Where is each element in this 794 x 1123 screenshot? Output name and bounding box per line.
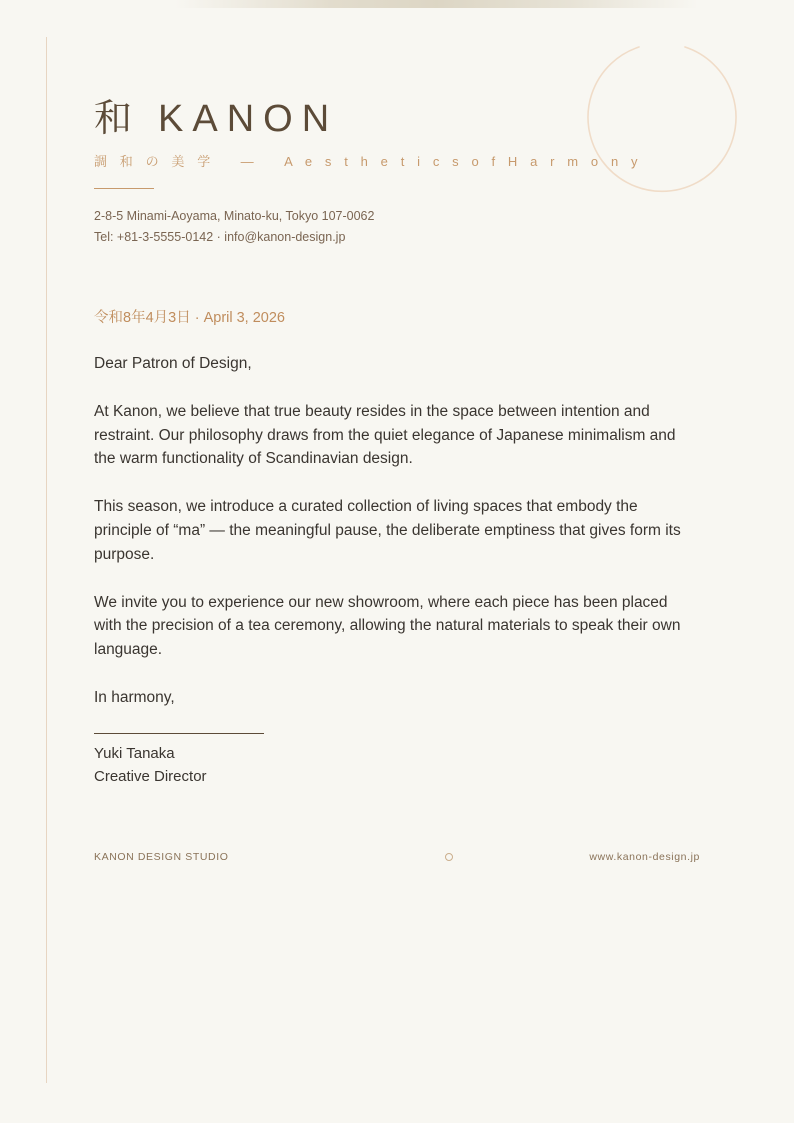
letter-paragraph-2: This season, we introduce a curated collection of living spaces that embody the principle of “ma” — the meaningful pause, the deliberate emptiness that gives form its purpose. [94, 498, 681, 563]
brand-wordmark [94, 96, 338, 142]
contact-block [94, 206, 374, 248]
letter-date: 令和8年4月3日 · April 3, 2026 [94, 310, 285, 326]
top-gradient-band [0, 0, 794, 8]
address-line: 2-8-5 Minami-Aoyama, Minato-ku, Tokyo 107-0062 [94, 209, 375, 223]
footer-website: www.kanon-design.jp [589, 851, 700, 863]
letter-paragraph-3: We invite you to experience our new showroom, where each piece has been placed with the precision of a tea ceremony, allowing the natural materials to speak their own language. [94, 593, 681, 658]
tagline-divider-rule [94, 188, 154, 189]
signature-name: Yuki Tanaka [94, 745, 175, 762]
signature-title: Creative Director [94, 768, 207, 785]
contact-line: Tel: +81-3-5555-0142 · info@kanon-design.jp [94, 230, 346, 244]
circle-ornament-icon [445, 853, 453, 861]
page-footer [94, 851, 700, 863]
letter-greeting: Dear Patron of Design, [94, 355, 252, 372]
footer-studio-name: KANON DESIGN STUDIO [94, 851, 229, 863]
letter-paragraph-1: At Kanon, we believe that true beauty resides in the space between intention and restraint. Our philosophy draws from the quiet elegance of Japanese minimalism and the warm functionality of Scandinavian design. [94, 403, 676, 468]
left-margin-rule [46, 37, 47, 1083]
brand-latin: KANON [158, 98, 339, 140]
signature-rule [94, 733, 264, 734]
letter-body [94, 352, 694, 734]
brand-kanji: 和 [94, 98, 133, 140]
signature-block [94, 742, 207, 788]
enso-circle-ornament [580, 40, 743, 203]
brand-tagline: 調 和 の 美 学 — A e s t h e t i c s o f H a r m o n y [94, 154, 643, 169]
letter-signoff: In harmony, [94, 688, 175, 706]
